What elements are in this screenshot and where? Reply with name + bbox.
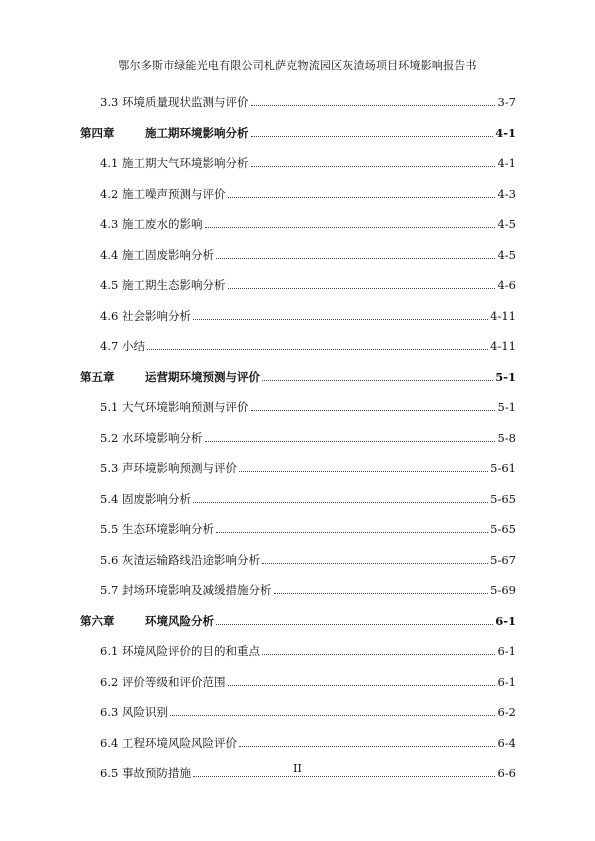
toc-section-entry[interactable]	[100, 644, 516, 658]
toc-section-entry[interactable]	[100, 675, 516, 689]
toc-entry-page: 6-1	[495, 613, 516, 628]
toc-entry-number: 5.3	[100, 461, 119, 475]
toc-entry-title: 施工期生态影响分析	[122, 278, 226, 292]
toc-entry-title: 灰渣运输路线沿途影响分析	[122, 552, 260, 567]
toc-section-entry[interactable]	[100, 492, 516, 506]
dot-leader	[239, 737, 495, 747]
dot-leader	[205, 432, 496, 442]
toc-chapter-entry[interactable]	[80, 126, 516, 140]
toc-entry-title: 封场环境影响及减缓措施分析	[122, 583, 272, 597]
toc-entry-number: 5.7	[100, 583, 119, 597]
toc-entry-title: 工程环境风险风险评价	[122, 735, 237, 750]
toc-entry-page: 5-1	[497, 400, 516, 414]
toc-entry-page: 5-65	[490, 491, 516, 506]
dot-leader	[262, 371, 493, 381]
toc-entry-title: 评价等级和评价范围	[122, 674, 226, 689]
dot-leader	[251, 96, 496, 106]
toc-entry-page: 5-8	[497, 430, 516, 445]
toc-entry-number: 第五章	[80, 369, 115, 384]
dot-leader	[228, 279, 496, 289]
toc-section-entry[interactable]	[100, 583, 516, 597]
dot-leader	[274, 584, 489, 594]
toc-entry-number: 4.2	[100, 186, 119, 201]
toc-entry-title: 事故预防措施	[122, 766, 191, 780]
toc-entry-page: 4-5	[497, 247, 516, 262]
toc-entry-title: 施工废水的影响	[122, 217, 203, 231]
toc-section-entry[interactable]	[100, 522, 516, 536]
toc-chapter-entry[interactable]	[80, 614, 516, 628]
dot-leader	[228, 676, 496, 686]
toc-entry-page: 4-11	[490, 339, 516, 353]
toc-entry-number: 4.7	[100, 339, 119, 353]
toc-entry-page: 4-1	[495, 125, 516, 140]
page-number: II	[293, 762, 302, 775]
dot-leader	[193, 493, 488, 503]
toc-entry-number: 5.5	[100, 522, 119, 536]
dot-leader	[216, 615, 493, 625]
toc-entry-number: 第四章	[80, 125, 115, 140]
dot-leader	[251, 157, 496, 167]
toc-entry-page: 6-1	[497, 674, 516, 689]
dot-leader	[262, 645, 495, 655]
toc-entry-title: 施工噪声预测与评价	[122, 186, 226, 201]
dot-leader	[262, 554, 488, 564]
toc-entry-number: 6.4	[100, 735, 119, 750]
toc-section-entry[interactable]	[100, 156, 516, 170]
document-header: 鄂尔多斯市绿能光电有限公司札萨克物流园区灰渣场项目环境影响报告书	[118, 59, 477, 72]
toc-entry-title: 环境风险分析	[145, 613, 214, 628]
toc-entry-title: 施工期环境影响分析	[145, 125, 249, 140]
toc-entry-title: 固废影响分析	[122, 491, 191, 506]
toc-section-entry[interactable]	[100, 187, 516, 201]
toc-entry-number: 3.3	[100, 95, 119, 109]
toc-entry-page: 6-1	[497, 644, 516, 658]
toc-entry-page: 4-3	[497, 186, 516, 201]
toc-entry-number: 4.3	[100, 217, 119, 231]
toc-chapter-entry[interactable]	[80, 370, 516, 384]
toc-section-entry[interactable]	[100, 736, 516, 750]
toc-entry-page: 6-2	[497, 705, 516, 719]
toc-entry-number: 4.4	[100, 247, 119, 262]
toc-entry-title: 运营期环境预测与评价	[145, 369, 260, 384]
dot-leader	[216, 249, 495, 259]
toc-entry-page: 4-11	[490, 308, 516, 323]
toc-entry-page: 4-1	[497, 156, 516, 170]
dot-leader	[170, 706, 495, 716]
toc-entry-title: 环境风险评价的目的和重点	[122, 644, 260, 658]
toc-entry-number: 5.4	[100, 491, 119, 506]
dot-leader	[228, 188, 496, 198]
toc-entry-page: 6-6	[497, 766, 516, 780]
toc-entry-title: 声环境影响预测与评价	[122, 461, 237, 475]
toc-entry-number: 6.2	[100, 674, 119, 689]
toc-section-entry[interactable]	[100, 248, 516, 262]
toc-section-entry[interactable]	[100, 339, 516, 353]
toc-entry-title: 生态环境影响分析	[122, 522, 214, 536]
dot-leader	[147, 340, 488, 350]
toc-entry-title: 社会影响分析	[122, 308, 191, 323]
toc-entry-page: 5-65	[490, 522, 516, 536]
toc-entry-number: 5.2	[100, 430, 119, 445]
toc-entry-number: 4.6	[100, 308, 119, 323]
toc-section-entry[interactable]	[100, 553, 516, 567]
toc-entry-page: 6-4	[497, 735, 516, 750]
toc-entry-title: 小结	[122, 339, 145, 353]
toc-entry-number: 6.1	[100, 644, 119, 658]
toc-entry-page: 5-1	[495, 369, 516, 384]
toc-entry-number: 4.1	[100, 156, 119, 170]
dot-leader	[251, 127, 494, 137]
toc-entry-page: 4-6	[497, 278, 516, 292]
toc-section-entry[interactable]	[100, 461, 516, 475]
toc-section-entry[interactable]	[100, 705, 516, 719]
toc-entry-page: 4-5	[497, 217, 516, 231]
dot-leader	[205, 218, 496, 228]
toc-entry-title: 大气环境影响预测与评价	[122, 400, 249, 414]
toc-entry-number: 第六章	[80, 613, 115, 628]
dot-leader	[251, 401, 496, 411]
toc-entry-number: 6.5	[100, 766, 119, 780]
toc-section-entry[interactable]	[100, 278, 516, 292]
toc-entry-number: 6.3	[100, 705, 119, 719]
toc-entry-title: 水环境影响分析	[122, 430, 203, 445]
toc-entry-page: 5-67	[490, 552, 516, 567]
toc-entry-title: 风险识别	[122, 705, 168, 719]
toc-entry-title: 环境质量现状监测与评价	[122, 95, 249, 109]
toc-entry-title: 施工期大气环境影响分析	[122, 156, 249, 170]
toc-section-entry[interactable]	[100, 95, 516, 109]
toc-section-entry[interactable]	[100, 309, 516, 323]
toc-entry-number: 5.6	[100, 552, 119, 567]
dot-leader	[193, 310, 488, 320]
toc-entry-page: 5-61	[490, 461, 516, 475]
toc-section-entry[interactable]	[100, 400, 516, 414]
dot-leader	[216, 523, 488, 533]
toc-entry-number: 5.1	[100, 400, 119, 414]
toc-entry-title: 施工固废影响分析	[122, 247, 214, 262]
dot-leader	[239, 462, 488, 472]
toc-entry-page: 3-7	[497, 95, 516, 109]
toc-entry-number: 4.5	[100, 278, 119, 292]
toc-section-entry[interactable]	[100, 217, 516, 231]
toc-section-entry[interactable]	[100, 431, 516, 445]
toc-entry-page: 5-69	[490, 583, 516, 597]
